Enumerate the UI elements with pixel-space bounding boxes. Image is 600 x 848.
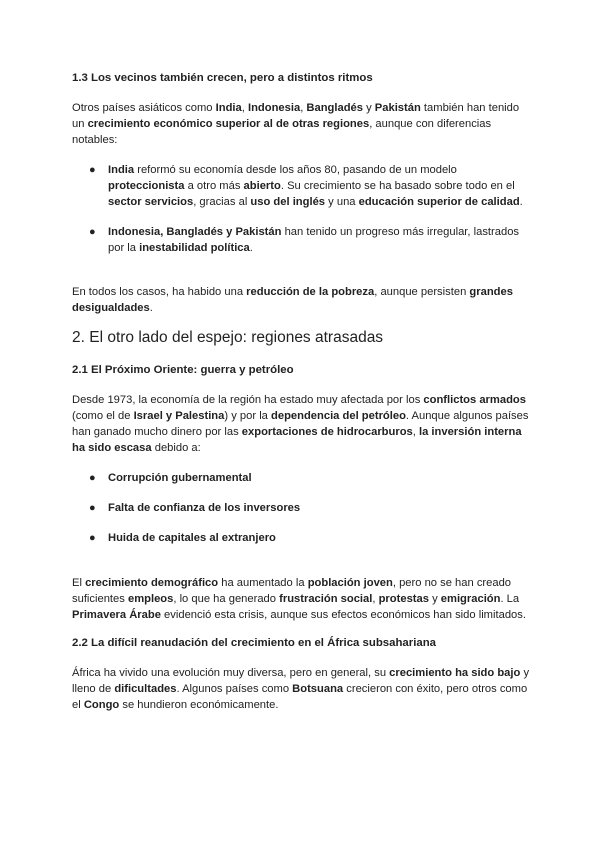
section-1-3-closing: En todos los casos, ha habido una reducción de la pobreza, aunque persisten grandes desigualdades. bbox=[72, 286, 513, 314]
bullet-icon: ● bbox=[89, 164, 96, 176]
list-item: ● Huida de capitales al extranjero bbox=[89, 532, 276, 544]
list-item: ● Indonesia, Bangladés y Pakistán han tenido un progreso más irregular, lastrados por la inestabilidad política. bbox=[89, 226, 520, 254]
list-item: ● India reformó su economía desde los años 80, pasando de un modelo proteccionista a otro más abierto. Su crecimiento se ha basado sobre todo en el sector servicios, gracias al uso del inglés y una educación superior de calidad. bbox=[89, 164, 523, 208]
list-item: ● Corrupción gubernamental bbox=[89, 472, 252, 484]
section-2-2-heading: 2.2 La difícil reanudación del crecimiento en el África subsahariana bbox=[72, 637, 436, 649]
section-2-1-list bbox=[72, 470, 534, 546]
bullet-icon: ● bbox=[89, 502, 96, 514]
bullet-icon: ● bbox=[89, 472, 96, 484]
section-1-3-list bbox=[72, 162, 534, 256]
section-2-1-para2: El crecimiento demográfico ha aumentado la población joven, pero no se han creado suficientes empleos, lo que ha generado frustración social, protestas y emigración. La Primavera Árabe evidenció esta crisis, aunque sus efectos económicos han sido limitados. bbox=[72, 577, 526, 621]
list-item: ● Falta de confianza de los inversores bbox=[89, 502, 301, 514]
document-page bbox=[72, 70, 534, 713]
bullet-icon: ● bbox=[89, 532, 96, 544]
section-2-1-heading: 2.1 El Próximo Oriente: guerra y petróleo bbox=[72, 364, 294, 376]
section-1-3-intro: Otros países asiáticos como India, Indonesia, Bangladés y Pakistán también han tenido un crecimiento económico superior al de otras regiones, aunque con diferencias notables: bbox=[72, 102, 520, 146]
section-2-heading: 2. El otro lado del espejo: regiones atrasadas bbox=[72, 329, 384, 346]
section-2-2-para: África ha vivido una evolución muy diversa, pero en general, su crecimiento ha sido bajo y lleno de dificultades. Algunos países como Botsuana crecieron con éxito, pero otros como el Congo se hundieron económicamente. bbox=[72, 667, 530, 711]
section-1-3-heading: 1.3 Los vecinos también crecen, pero a distintos ritmos bbox=[72, 72, 373, 84]
section-2-1-para1: Desde 1973, la economía de la región ha estado muy afectada por los conflictos armados (como el de Israel y Palestina) y por la dependencia del petróleo. Aunque algunos países han ganado mucho dinero por las exportaciones de hidrocarburos, la inversión interna ha sido escasa debido a: bbox=[72, 394, 529, 454]
bullet-icon: ● bbox=[89, 226, 96, 238]
